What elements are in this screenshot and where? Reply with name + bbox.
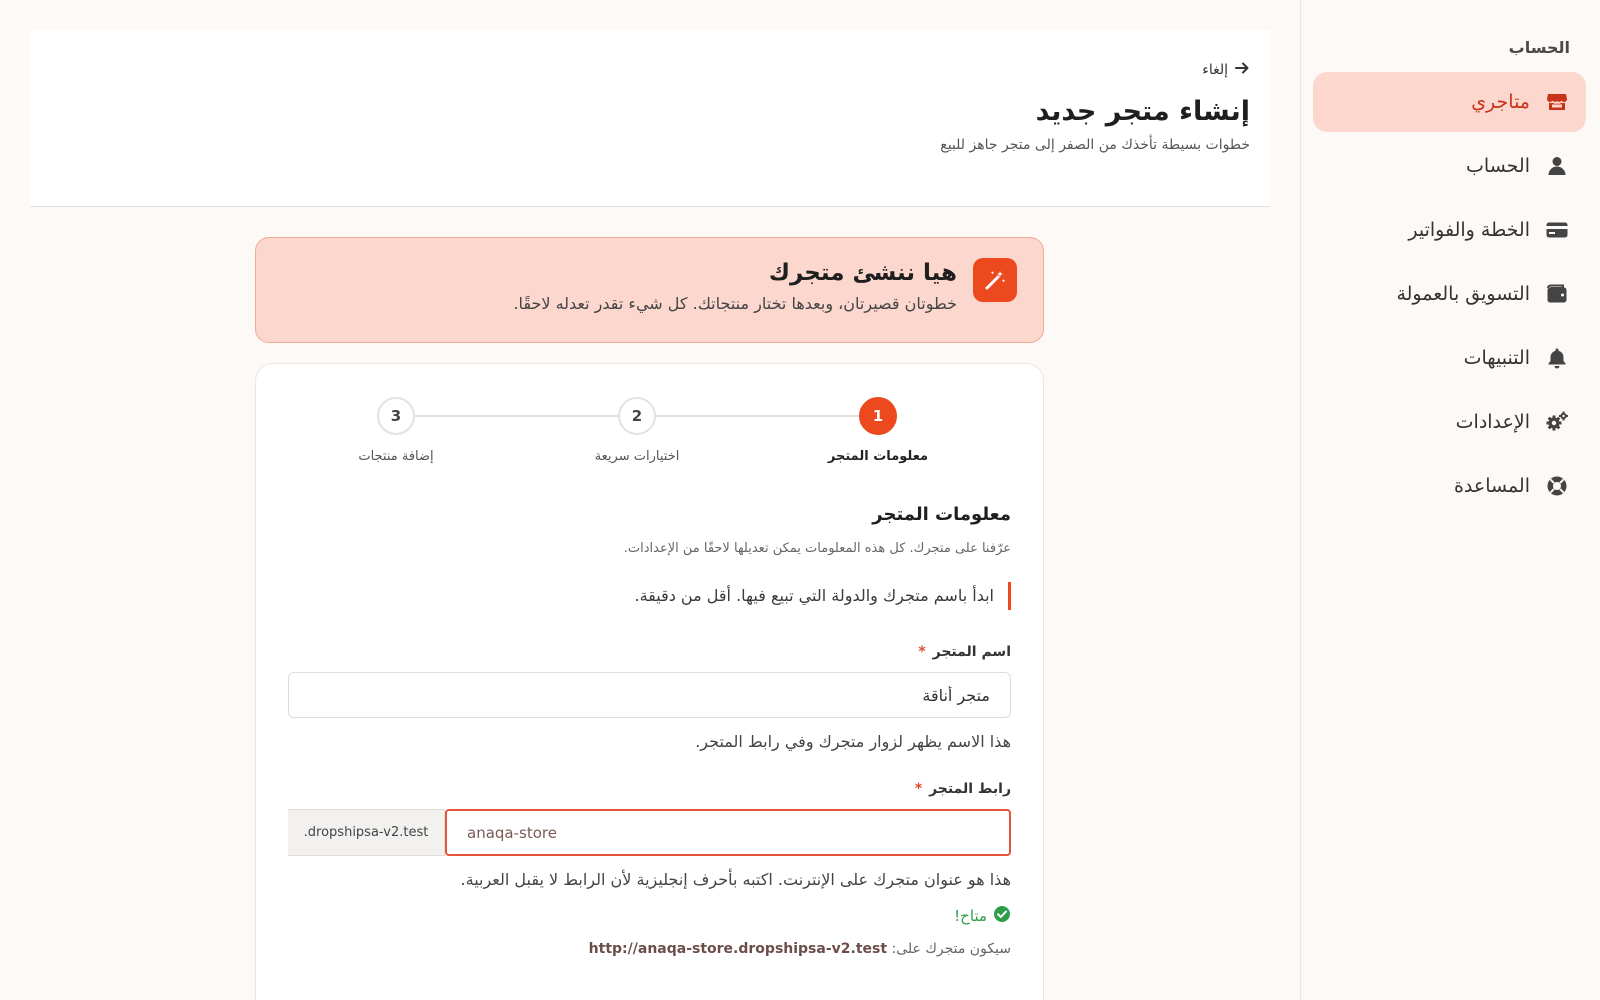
step-number: 2 — [618, 397, 656, 435]
hint-callout: ابدأ باسم متجرك والدولة التي تبيع فيها. أقل من دقيقة. — [288, 582, 1011, 610]
sidebar-heading: الحساب — [1508, 38, 1570, 57]
required-mark: * — [914, 781, 923, 797]
step-label: معلومات المتجر — [827, 449, 929, 464]
page-subtitle: خطوات بسيطة تأخذك من الصفر إلى متجر جاهز للبيع — [940, 137, 1250, 153]
step-store-info[interactable] — [808, 397, 948, 464]
credit-card-icon — [1544, 217, 1570, 243]
preview-url: http://anaqa-store.dropshipsa-v2.test — [588, 941, 888, 957]
life-ring-icon — [1544, 473, 1570, 499]
store-name-input[interactable] — [288, 672, 1011, 718]
arrow-right-icon — [1234, 60, 1250, 80]
preview-prefix: سيكون متجرك على: — [891, 941, 1011, 957]
sidebar-item-affiliate[interactable] — [1313, 264, 1586, 324]
store-url-group — [288, 809, 1011, 856]
sidebar-item-notifications[interactable] — [1313, 328, 1586, 388]
store-url-label — [288, 781, 1011, 797]
cancel-link[interactable] — [1202, 60, 1250, 80]
page-title: إنشاء متجر جديد — [1035, 96, 1250, 127]
step-label: اختيارات سريعة — [594, 449, 680, 464]
banner-content — [513, 258, 957, 313]
step-number: 3 — [377, 397, 415, 435]
sidebar-item-account[interactable] — [1313, 136, 1586, 196]
banner-title: هيا ننشئ متجرك — [768, 260, 957, 286]
sidebar — [1300, 0, 1600, 1000]
store-url-input[interactable] — [445, 809, 1011, 856]
domain-suffix: .dropshipsa-v2.test — [288, 809, 445, 856]
bell-icon — [1544, 345, 1570, 371]
stepper — [288, 364, 1011, 494]
availability-status — [288, 905, 1011, 927]
store-name-label-text: اسم المتجر — [932, 644, 1011, 660]
step-number: 1 — [859, 397, 897, 435]
sidebar-item-label: التنبيهات — [1463, 347, 1530, 369]
sidebar-item-label: الحساب — [1466, 155, 1530, 177]
check-circle-icon — [993, 905, 1011, 927]
gears-icon — [1544, 409, 1570, 435]
step-quick-choices[interactable] — [567, 397, 707, 464]
sidebar-item-settings[interactable] — [1313, 392, 1586, 452]
availability-text: متاح! — [954, 907, 987, 925]
sidebar-item-label: متاجري — [1471, 91, 1530, 113]
sidebar-item-label: الخطة والفواتير — [1408, 219, 1530, 241]
store-info-form-card — [255, 363, 1044, 1000]
intro-banner — [255, 237, 1044, 343]
page-header — [30, 30, 1270, 207]
store-name-label — [288, 644, 1011, 660]
section-description: عرّفنا على متجرك. كل هذه المعلومات يمكن تعديلها لاحقًا من الإعدادات. — [623, 541, 1011, 556]
store-url-label-text: رابط المتجر — [929, 781, 1011, 797]
store-name-help: هذا الاسم يظهر لزوار متجرك وفي رابط المتجر. — [695, 732, 1011, 751]
user-icon — [1544, 153, 1570, 179]
sidebar-item-billing[interactable] — [1313, 200, 1586, 260]
step-label: إضافة منتجات — [358, 449, 434, 464]
store-icon — [1544, 89, 1570, 115]
section-title: معلومات المتجر — [872, 504, 1011, 525]
required-mark: * — [918, 644, 926, 660]
store-url-help: هذا هو عنوان متجرك على الإنترنت. اكتبه بأحرف إنجليزية لأن الرابط لا يقبل العربية. — [460, 870, 1011, 889]
sidebar-item-label: المساعدة — [1453, 475, 1530, 497]
sidebar-item-label: التسويق بالعمولة — [1396, 283, 1530, 305]
cancel-label: إلغاء — [1202, 62, 1228, 78]
magic-wand-icon — [973, 258, 1017, 302]
wallet-icon — [1544, 281, 1570, 307]
step-add-products[interactable] — [326, 397, 466, 464]
banner-text: خطوتان قصيرتان، وبعدها تختار منتجاتك. كل شيء تقدر تعدله لاحقًا. — [513, 294, 957, 313]
sidebar-item-label: الإعدادات — [1455, 411, 1530, 433]
store-url-preview — [288, 941, 1011, 957]
sidebar-item-help[interactable] — [1313, 456, 1586, 516]
sidebar-item-my-stores[interactable] — [1313, 72, 1586, 132]
